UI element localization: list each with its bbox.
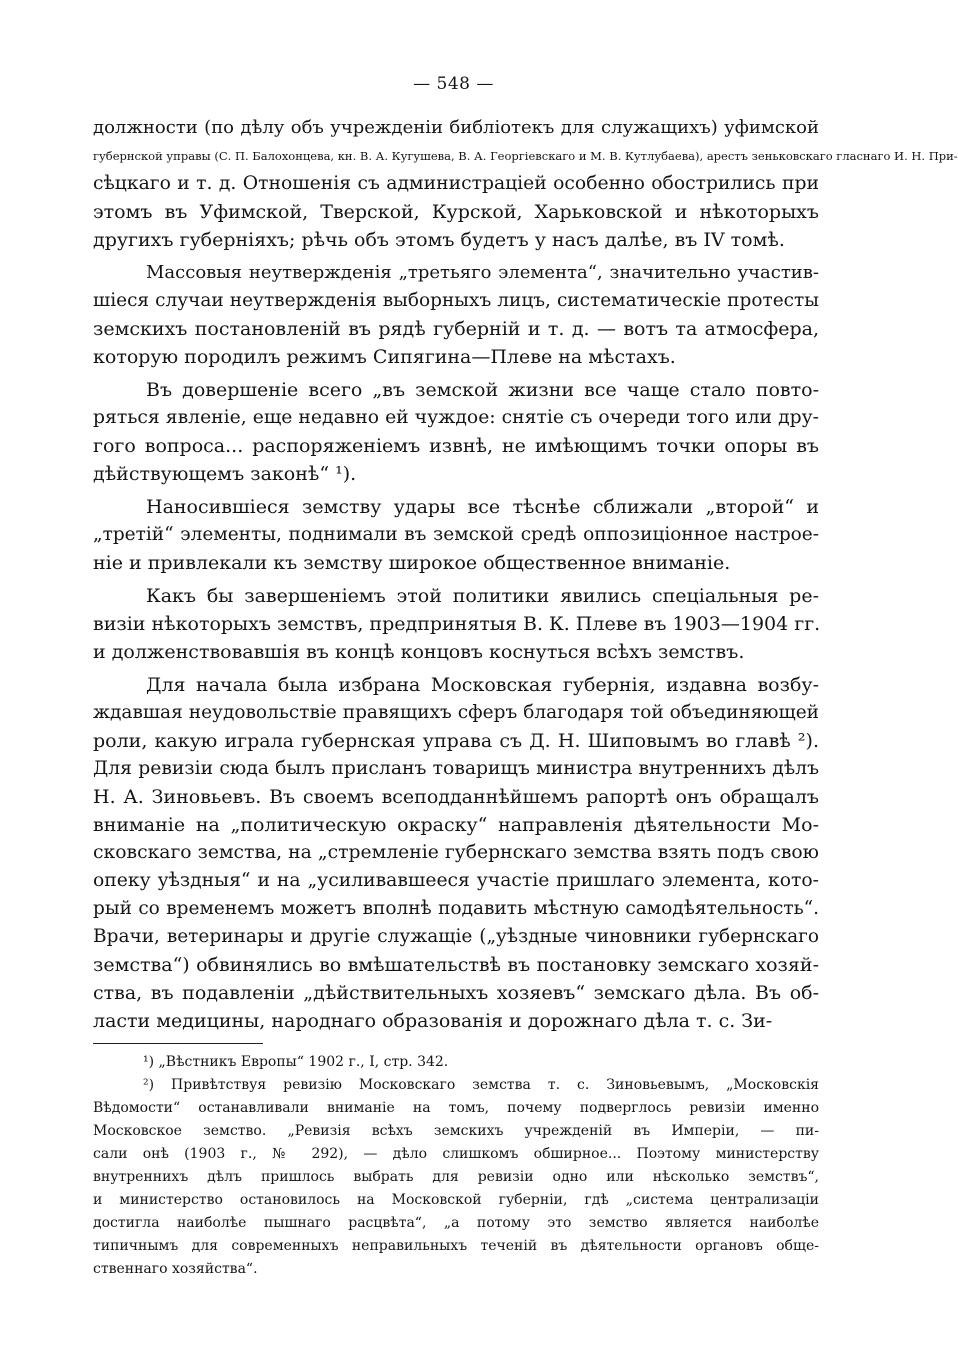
text-line: и долженствовавшія въ концѣ концовъ коснуться всѣхъ земствъ. xyxy=(93,641,745,663)
text-line: ніе и привлекали къ земству широкое общественное вниманіе. xyxy=(93,552,731,574)
text-line: гого вопроса... распоряженіемъ извнѣ, не имѣющимъ точки опоры въ xyxy=(93,435,819,457)
text-line: Массовыя неутвержденія „третьяго элемента“, значительно участив- xyxy=(146,262,819,283)
text-line: роли, какую играла губернская управа съ Д. Н. Шиповымъ во главѣ ²). xyxy=(93,730,819,752)
text-line: „третій“ элементы, поднимали въ земской средѣ оппозиціонное настрое- xyxy=(93,524,819,545)
text-line: рый со временемъ можетъ вполнѣ подавить мѣстную самодѣятельность“. xyxy=(93,898,819,919)
text-line: визіи нѣкоторыхъ земствъ, предпринятыя В. К. Плеве въ 1903—1904 гг. xyxy=(93,613,821,635)
text-line: Для ревизіи сюда былъ присланъ товарищъ министра внутреннихъ дѣлъ xyxy=(93,758,819,779)
text-line: вниманіе на „политическую окраску“ направленія дѣятельности Мо- xyxy=(93,814,819,836)
footnote-line: ственнаго хозяйства“. xyxy=(93,1261,258,1277)
footnote-line: ²) Привѣтствуя ревизію Московскаго земства т. с. Зиновьевымъ, „Московскія xyxy=(143,1077,819,1093)
text-line: шіеся случаи неутвержденія выборныхъ лицъ, систематическіе протесты xyxy=(93,290,819,311)
footnote-line: достигла наиболѣе пышнаго расцвѣта“, „а потому это земство является наиболѣе xyxy=(93,1215,819,1231)
text-line: Для начала была избрана Московская губернія, издавна возбу- xyxy=(146,674,819,696)
paragraph xyxy=(93,376,819,488)
text-line: Н. А. Зиновьевъ. Въ своемъ всеподданнѣйшемъ рапортѣ онъ обращалъ xyxy=(93,786,819,808)
paragraph xyxy=(93,493,819,577)
footnote-line: Московское земство. „Ревизія всѣхъ земскихъ учрежденій въ Имперіи, — пи- xyxy=(93,1123,819,1139)
footnote-line: ¹) „Вѣстникъ Европы“ 1902 г., I, стр. 342. xyxy=(143,1054,449,1070)
text-line: Въ довершеніе всего „въ земской жизни все чаще стало повто- xyxy=(146,379,819,401)
footnote xyxy=(93,1074,819,1281)
text-line: дѣйствующемъ законѣ“ ¹). xyxy=(93,463,357,485)
text-line: ласти медицины, народнаго образованія и дорожнаго дѣла т. с. Зи- xyxy=(93,1010,773,1032)
text-line: этомъ въ Уфимской, Тверской, Курской, Харьковской и нѣкоторыхъ xyxy=(93,201,819,223)
footnote xyxy=(93,1051,819,1074)
text-line: которую породилъ режимъ Сипягина—Плеве на мѣстахъ. xyxy=(93,346,676,368)
page-number: — 548 — xyxy=(413,74,494,94)
footnote-line: типичнымъ для современныхъ неправильныхъ теченій въ дѣятельности органовъ обще- xyxy=(93,1238,819,1254)
text-line: сѣцкаго и т. д. Отношенія съ администраціей особенно обострились при xyxy=(93,173,819,194)
footnote-line: внутреннихъ дѣлъ пришлось выбрать для ревизіи одно или нѣсколько земствъ“, xyxy=(93,1169,819,1185)
text-line: ства, въ подавленіи „дѣйствительныхъ хозяевъ“ земскаго дѣла. Въ об- xyxy=(93,982,819,1004)
text-line: губернской управы (С. П. Балохонцева, кн. В. А. Кугушева, В. А. Георгіевскаго и М. В. Кутлубаева), арестъ зеньковскаго гласнаго И. Н. При- xyxy=(93,149,958,163)
text-line: опеку уѣздныя“ и на „усиливавшееся участіе пришлаго элемента, кото- xyxy=(93,870,819,891)
footnote-line: Вѣдомости“ останавливали вниманіе на томъ, почему подверглось ревизіи именно xyxy=(93,1100,819,1116)
text-line: другихъ губерніяхъ; рѣчь объ этомъ будетъ у насъ далѣе, въ IV томѣ. xyxy=(93,229,785,251)
footnote-divider xyxy=(93,1043,263,1044)
text-line: сковскаго земства, на „стремленіе губернскаго земства взять подъ свою xyxy=(93,842,819,863)
text-line: ряться явленіе, еще недавно ей чуждое: снятіе съ очереди того или дру- xyxy=(93,407,819,428)
text-line: Какъ бы завершеніемъ этой политики явились спеціальныя ре- xyxy=(146,585,819,607)
paragraph xyxy=(93,671,819,1035)
footnote-line: сали онѣ (1903 г., № 292), — дѣло слишкомъ обширное... Поэтому министерству xyxy=(93,1146,819,1162)
paragraph xyxy=(93,582,819,666)
main-text xyxy=(93,114,958,1035)
text-line: земства“) обвинялись во вмѣшательствѣ въ постановку земскаго хозяй- xyxy=(93,954,819,976)
text-line: ждавшая неудовольствіе правящихъ сферъ благодаря той объединяющей xyxy=(93,702,819,723)
paragraph xyxy=(93,259,819,371)
text-line: Врачи, ветеринары и другіе служащіе („уѣздные чиновники губернскаго xyxy=(93,926,819,947)
text-line: земскихъ постановленій въ рядѣ губерній и т. д. — вотъ та атмосфера, xyxy=(93,318,819,340)
footnotes xyxy=(93,1051,819,1281)
text-line: должности (по дѣлу объ учрежденіи библіотекъ для служащихъ) уфимской xyxy=(93,117,819,138)
text-line: Наносившіеся земству удары все тѣснѣе сближали „второй“ и xyxy=(146,496,819,518)
paragraph xyxy=(93,114,958,254)
footnote-line: и министерство остановилось на Московской губерніи, гдѣ „система централизаціи xyxy=(93,1192,819,1208)
